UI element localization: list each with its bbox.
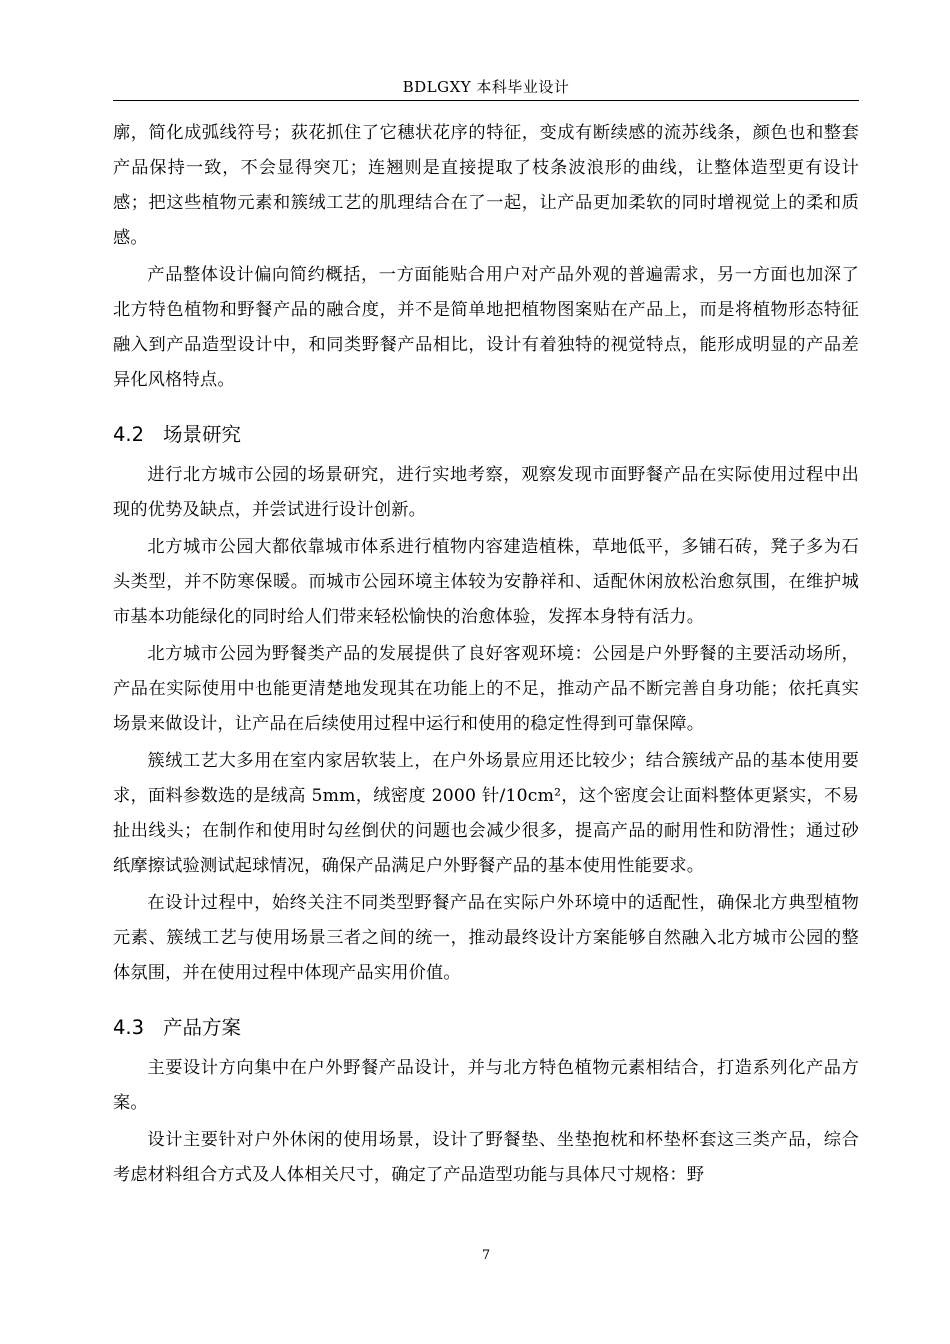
paragraph: 廓，简化成弧线符号；荻花抓住了它穗状花序的特征，变成有断续感的流苏线条，颜色也和整套产品保持一致，不会显得突兀；连翘则是直接提取了枝条波浪形的曲线，让整体造型更有设计感；把这些植物元素和簇绒工艺的肌理结合在了一起，让产品更加柔软的同时增视觉上的柔和质感。	[113, 123, 859, 248]
section-number: 4.3	[113, 1016, 145, 1039]
paragraph: 产品整体设计偏向简约概括，一方面能贴合用户对产品外观的普遍需求，另一方面也加深了北方特色植物和野餐产品的融合度，并不是简单地把植物图案贴在产品上，而是将植物形态特征融入到产品造型设计中，和同类野餐产品相比，设计有着独特的视觉特点，能形成明显的产品差异化风格特点。	[113, 265, 859, 390]
paragraph: 主要设计方向集中在户外野餐产品设计，并与北方特色植物元素相结合，打造系列化产品方案。	[113, 1058, 859, 1113]
page-number: 7	[481, 1248, 491, 1263]
paragraph: 北方城市公园大都依靠城市体系进行植物内容建造植株，草地低平，多铺石砖，凳子多为石头类型，并不防寒保暖。而城市公园环境主体较为安静祥和、适配休闲放松治愈氛围，在维护城市基本功能绿化的同时给人们带来轻松愉快的治愈体验，发挥本身特有活力。	[113, 537, 859, 627]
paragraph: 北方城市公园为野餐类产品的发展提供了良好客观环境：公园是户外野餐的主要活动场所，产品在实际使用中也能更清楚地发现其在功能上的不足，推动产品不断完善自身功能；依托真实场景来做设计，让产品在后续使用过程中运行和使用的稳定性得到可靠保障。	[113, 644, 859, 734]
section-heading-4-2	[113, 418, 859, 452]
section-heading-4-3	[113, 1011, 859, 1045]
running-header: BDLGXY 本科毕业设计	[402, 78, 570, 96]
paragraph: 在设计过程中，始终关注不同类型野餐产品在实际户外环境中的适配性，确保北方典型植物元素、簇绒工艺与使用场景三者之间的统一，推动最终设计方案能够自然融入北方城市公园的整体氛围，并在使用过程中体现产品实用价值。	[113, 893, 859, 983]
section-number: 4.2	[113, 423, 145, 446]
section-title: 场景研究	[163, 423, 242, 446]
page-body	[113, 116, 859, 1195]
paragraph: 簇绒工艺大多用在室内家居软装上，在户外场景应用还比较少；结合簇绒产品的基本使用要求，面料参数选的是绒高 5mm，绒密度 2000 针/10cm²，这个密度会让面料整体更紧实，不易扯出线头；在制作和使用时勾丝倒伏的问题也会减少很多，提高产品的耐用性和防滑性；通过砂纸摩擦试验测试起球情况，确保产品满足户外野餐产品的基本使用性能要求。	[113, 751, 859, 876]
paragraph: 设计主要针对户外休闲的使用场景，设计了野餐垫、坐垫抱枕和杯垫杯套这三类产品，综合考虑材料组合方式及人体相关尺寸，确定了产品造型功能与具体尺寸规格：野	[113, 1130, 859, 1185]
section-title: 产品方案	[163, 1016, 242, 1039]
header-rule	[113, 100, 859, 101]
paragraph: 进行北方城市公园的场景研究，进行实地考察，观察发现市面野餐产品在实际使用过程中出现的优势及缺点，并尝试进行设计创新。	[113, 465, 859, 520]
